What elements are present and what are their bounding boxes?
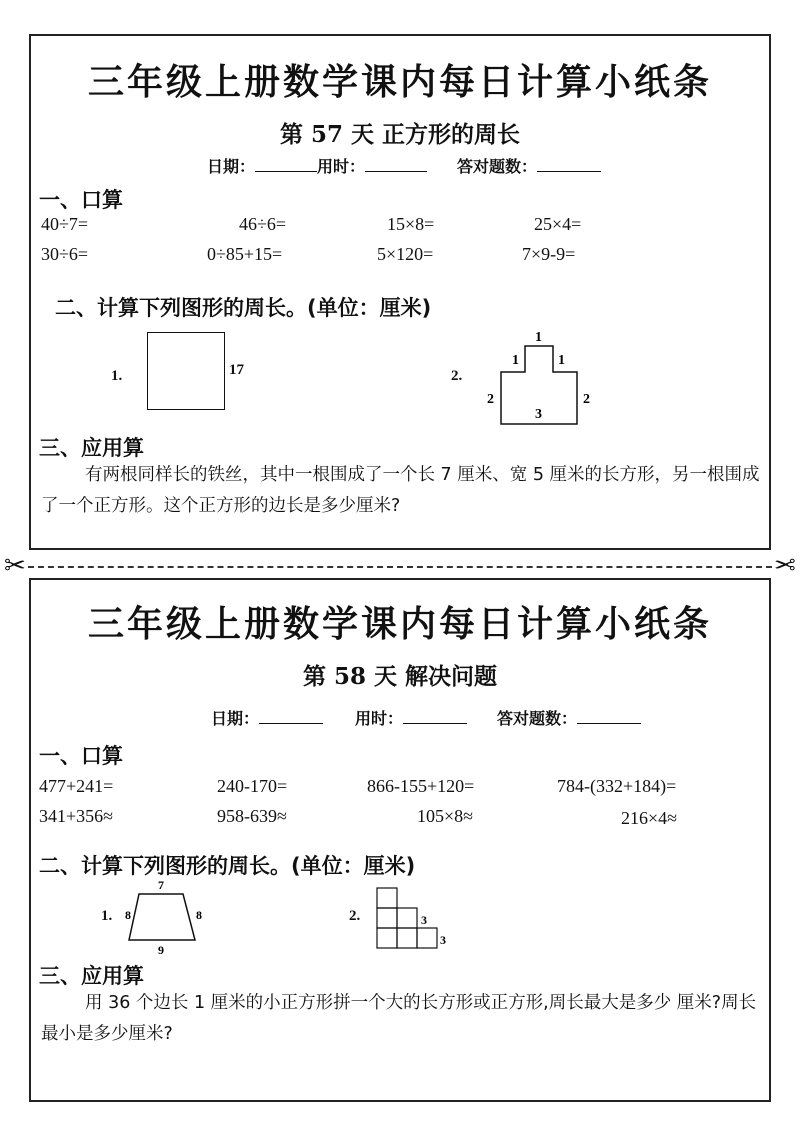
dim-label: 7	[158, 878, 164, 892]
correct-count-label: 答对题数：	[457, 157, 538, 176]
section-oral-heading: 一、口算	[39, 188, 123, 212]
correct-count-blank[interactable]	[577, 709, 641, 724]
scissors-icon: ✂	[774, 551, 796, 581]
oral-problem: 866-155+120=	[367, 776, 475, 796]
oral-problem: 216×4≈	[621, 808, 678, 828]
worksheet-subtitle: 第 58 天 解决问题	[302, 663, 498, 690]
oral-problem: 958-639≈	[217, 806, 287, 826]
oral-problem: 0÷85+15=	[207, 244, 283, 264]
section-perimeter-heading: 二、计算下列图形的周长。(单位：厘米)	[55, 296, 432, 320]
scissors-icon: ✂	[4, 551, 26, 581]
time-blank[interactable]	[403, 709, 467, 724]
worksheet-card-day57	[29, 34, 771, 550]
oral-problem: 40÷7=	[41, 214, 89, 234]
oral-problem: 46÷6=	[239, 214, 287, 234]
dim-label: 3	[421, 913, 427, 927]
dim-label: 9	[158, 943, 164, 957]
dim-label: 2	[487, 392, 494, 407]
correct-count-label: 答对题数：	[497, 709, 578, 728]
time-label: 用时：	[317, 157, 366, 176]
oral-problem: 477+241=	[39, 776, 114, 796]
date-blank[interactable]	[259, 709, 323, 724]
dim-label: 3	[535, 407, 542, 422]
correct-count-field	[457, 154, 601, 177]
figure-number: 1.	[101, 908, 113, 924]
figure-number: 1.	[111, 368, 123, 384]
date-field	[211, 706, 323, 729]
oral-problem: 25×4=	[534, 214, 582, 234]
date-field	[207, 154, 317, 177]
worksheet-subtitle: 第 57 天 正方形的周长	[279, 121, 521, 148]
correct-count-field	[497, 706, 641, 729]
oral-problem: 341+356≈	[39, 806, 114, 826]
square-figure	[147, 332, 225, 410]
word-problem-text: 有两根同样长的铁丝，其中一根围成了一个长 7 厘米、宽 5 厘米的长方形，另一根围成了一个正方形。这个正方形的边长是多少厘米?	[41, 465, 760, 516]
time-blank[interactable]	[365, 157, 427, 172]
figure-number: 2.	[349, 908, 361, 924]
oral-problem: 5×120=	[377, 244, 434, 264]
dim-label: 1	[512, 353, 519, 368]
worksheet-title: 三年级上册数学课内每日计算小纸条	[87, 62, 712, 103]
section-oral-heading: 一、口算	[39, 744, 123, 768]
block-shape-figure	[371, 884, 455, 958]
word-problem-text: 用 36 个边长 1 厘米的小正方形拼一个大的长方形或正方形,周长最大是多少 厘米?周长最小是多少厘米?	[41, 993, 757, 1044]
time-field	[317, 154, 427, 177]
trapezoid-figure	[117, 878, 213, 958]
cut-line	[28, 566, 772, 568]
dim-label: 8	[196, 908, 202, 922]
section-application-heading: 三、应用算	[39, 964, 144, 988]
oral-problem: 15×8=	[387, 214, 435, 234]
time-field	[355, 706, 467, 729]
section-perimeter-heading: 二、计算下列图形的周长。(单位：厘米)	[39, 854, 416, 878]
correct-count-blank[interactable]	[537, 157, 601, 172]
dim-label: 8	[125, 908, 131, 922]
oral-problem: 240-170=	[217, 776, 288, 796]
step-shape-figure	[479, 324, 599, 428]
figure-number: 2.	[451, 368, 463, 384]
date-label: 日期：	[211, 709, 260, 728]
dim-label: 1	[558, 353, 565, 368]
section-application-heading: 三、应用算	[39, 436, 144, 460]
worksheet-title: 三年级上册数学课内每日计算小纸条	[87, 604, 712, 645]
oral-problem: 784-(332+184)=	[557, 776, 677, 796]
time-label: 用时：	[355, 709, 404, 728]
worksheet-card-day58	[29, 578, 771, 1102]
date-label: 日期：	[207, 157, 256, 176]
oral-problem: 105×8≈	[417, 806, 474, 826]
oral-problem: 7×9-9=	[522, 244, 576, 264]
dim-label: 1	[535, 330, 542, 345]
dim-label: 2	[583, 392, 590, 407]
date-blank[interactable]	[255, 157, 317, 172]
oral-problem: 30÷6=	[41, 244, 89, 264]
square-side-label: 17	[229, 362, 244, 378]
dim-label: 3	[440, 933, 446, 947]
